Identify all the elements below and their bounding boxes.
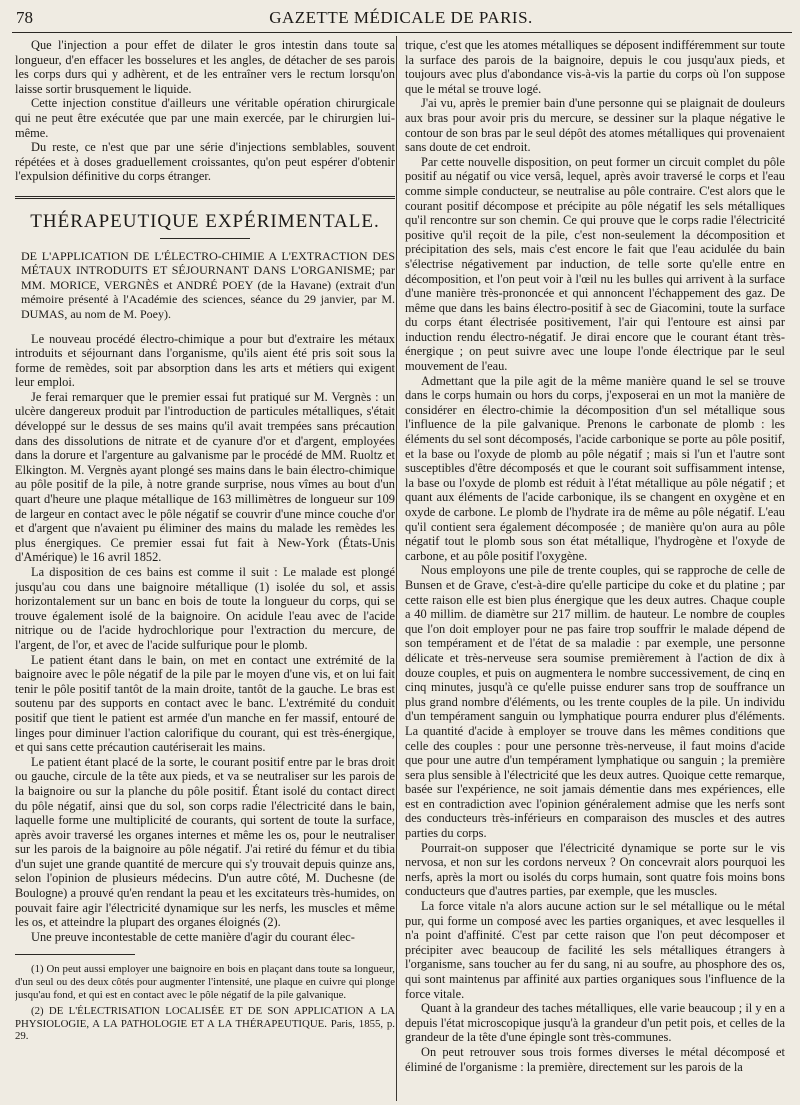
paragraph: J'ai vu, après le premier bain d'une personne qui se plaignait de douleurs aux bras pour avoir pris du mercure, se dessiner sur la plaque négative le contour de son bras par le seul dépôt des atomes métalliques qui provenaient sans doute de cet endroit. xyxy=(405,96,785,155)
article-subhead xyxy=(21,249,395,322)
paragraph: Nous employons une pile de trente couples, qui se rapproche de celle de Bunsen et de Grave, c'est-à-dire qu'elle participe du coke et du platine ; par cette raison elle est bien plus énergique que les deux autres. Chaque couple a 40 millim. de diamètre sur 217 millim. de hauteur. Le nombre de couples que l'on doit employer pour ne pas faire trop souffrir le malade dépend de son tempérament et de l'état de sa maladie : par exemple, une personne délicate et très-nerveuse sera soumise premièrement à l'action de dix à douze couples, et puis on augmentera le nombre successivement, de cinq en cinq minutes, jusqu'à ce qu'elle puisse endurer sans trop de souffrance un plus grand nombre d'éléments, ou les trente couples de la pile. Un individu d'un tempérament sanguin ou lymphatique pourra endurer plus d'éléments. La quantité d'acide à employer se trouve dans les mêmes conditions que celle des couples : pour une personne très-nerveuse, il faut moins d'acide que pour une autre d'un tempérament lymphatique ou sanguin ; la première sera plus sensible à l'électricité que les deux autres. Quoique cette remarque, basée sur l'expérience, ne soit jamais démentie dans mes expériences, elle est en contradiction avec l'opinion généralement admise que les nerfs sont des conducteurs très-inférieurs en comparaison des muscles et des autres parties du corps. xyxy=(405,563,785,841)
paragraph: Admettant que la pile agit de la même manière quand le sel se trouve dans le corps humain ou hors du corps, j'exposerai en un mot la manière de considérer en électro-chimie la décomposition d'un sel métallique sous l'influence de la pile galvanique. Prenons le carbonate de plomb : les éléments du sel sont décomposés, l'acide carbonique se porte au pôle positif, et la base ou l'oxyde de plomb au pôle négatif ; mais si l'un et l'autre sont susceptibles d'être décomposés et que le courant soit suffisamment intense, la base ou l'oxyde de plomb est réduit à l'état métallique au pôle négatif ; et quant aux éléments de l'acide carbonique, ils se changent en oxygène et en oxyde de carbone. Le plomb de l'hydrate ira de même au pôle négatif. L'eau qu'il contient sera également décomposée ; de manière qu'on aura au pôle négatif tout le plomb sous son état métallique, l'hydrogène et l'oxyde de carbone, et au pôle positif l'oxygène. xyxy=(405,373,785,563)
article-subhead-authors: ; par MM. MORICE, VERGNÈS et ANDRÉ POEY (de la Havane) (extrait d'un mémoire présenté à l'Académie des sciences, séance du 29 janvier, par M. DUMAS, au nom de M. Poey). xyxy=(21,263,395,321)
column-divider xyxy=(396,36,397,1101)
paragraph: trique, c'est que les atomes métalliques se déposent indifféremment sur toute la surface des parois de la baignoire, depuis le cou jusqu'aux pieds, et toujours avec plus d'abondance vis-à-vis la partie du corps où l'on suppose que le métal se trouve logé. xyxy=(405,38,785,96)
page-header xyxy=(10,8,792,34)
footnote: (1) On peut aussi employer une baignoire en bois en plaçant dans toute sa longueur, d'un seul ou des deux côtés pour augmenter l'intensité, une plaque en cuivre qui plonge jusqu'au fond, et qui est en contact avec le pôle négatif de la pile galvanique. xyxy=(15,963,395,1001)
paragraph: Par cette nouvelle disposition, on peut former un circuit complet du pôle positif au négatif ou vice versâ, lequel, après avoir traversé le corps et l'eau comme simple conducteur, se neutralise au pôle contraire. C'est alors que le courant positif décompose et précipite au pôle négatif les sels métalliques qu'il rencontre sur son chemin. Ce qui prouve que le corps radie l'électricité positive qu'il reçoit de la pile, c'est non-seulement la décomposition et précipitation des sels, mais c'est encore le fait que l'eau acidulée du bain s'électrise négativement par induction, de telle sorte qu'elle entre en décomposition, et l'on peut voir à l'œil nu les bulles qui arrivent à la surface d'une manière très-prononcée et qui annoncent l'échappement des gaz. De même que dans les bains électro-positif à sec de Giacomini, toute la surface du corps étant électrisée positivement, l'air qui l'entoure est ainsi par induction rendu électro-négatif. Je dirai encore que le courant étant très-énergique ; on peut suivre avec une loupe l'onde électrique par le seul mouvement de l'eau. xyxy=(405,154,785,374)
paragraph: La disposition de ces bains est comme il suit : Le malade est plongé jusqu'au cou dans une baignoire métallique (1) isolée du sol, et assis horizontalement sur un banc en bois de toute la longueur du corps, qui se trouve également isolé de la baignoire. On acidule l'eau avec de l'acide nitrique ou de l'acide hydrochlorique pour l'extraction du mercure, de l'argent, de l'or, et avec de l'acide sulfurique pour le plomb. xyxy=(15,565,395,652)
paragraph: Cette injection constitue d'ailleurs une véritable opération chirurgicale qui ne peut être exécutée que par une main exercée, par le chirurgien lui-même. xyxy=(15,96,395,140)
paragraph: Le patient étant dans le bain, on met en contact une extrémité de la baignoire avec le pôle négatif de la pile par le moyen d'une vis, et on lui fait tenir le pôle positif tantôt de la main droite, tantôt de la gauche. Le bras est soutenu par des supports en contact avec le banc. L'extrémité du conduit positif que tient le patient est armée d'un manche en fer massif, entouré de linges pour diminuer l'action calorifique du courant, qui est très-énergique, et qui sans cette précaution cautériserait les mains. xyxy=(15,652,395,755)
paragraph: Le nouveau procédé électro-chimique a pour but d'extraire les métaux introduits et séjournant dans l'organisme, qu'ils aient été pris soit sous la forme de remèdes, soit par absorption dans les arts et métiers qui exigent leur emploi. xyxy=(15,331,395,390)
paragraph: Que l'injection a pour effet de dilater le gros intestin dans toute sa longueur, d'en effacer les bosselures et les angles, de détacher de ses parois les corps durs qui y adhèrent, et de les entraîner vers le rectum lorsqu'on laisse sortir brusquement le liquide. xyxy=(15,38,395,96)
paragraph: Je ferai remarquer que le premier essai fut pratiqué sur M. Vergnès : un ulcère dangereux produit par l'introduction de particules métalliques, s'était développé sur le dessus de ses mains qu'il avait trempées sans précaution dans des dissolutions de nitrate et de cyanure d'or et d'argent, employées dans la dorure et l'argenture au galvanisme par le procédé de MM. Ruoltz et Elkington. M. Vergnès ayant plongé ses mains dans le bain électro-chimique au pôle positif de la pile, à notre grande surprise, nous vîmes au bout d'un quart d'heure une plaque métallique de 163 millimètres de longueur sur 109 de largeur en contact avec le pôle négatif se couvrir d'une mince couche d'or et d'argent que n'avaient pu éliminer des mains du malade les remèdes les plus énergiques. Ce premier essai fut fait à New-York (États-Unis d'Amérique) le 16 avril 1852. xyxy=(15,389,395,565)
paragraph: Une preuve incontestable de cette manière d'agir du courant élec- xyxy=(31,929,355,944)
paragraph: Pourrait-on supposer que l'électricité dynamique se porte sur le vis nervosa, et non sur les cordons nerveux ? On concevrait alors pourquoi les nerfs, après la mort ou isolés du corps humain, sont quatre fois moins bons conducteurs que d'autres parties, par exemple, que les muscles. xyxy=(405,840,785,899)
page-number: 78 xyxy=(16,8,33,27)
right-column xyxy=(405,38,785,1101)
footnote: (2) DE L'ÉLECTRISATION LOCALISÉE ET DE SON APPLICATION A LA PHYSIOLOGIE, A LA PATHOLOGIE ET A LA THÉRAPEUTIQUE. Paris, 1855, p. 29. xyxy=(15,1005,395,1043)
header-rule xyxy=(12,32,792,33)
paragraph: Le patient étant placé de la sorte, le courant positif entre par le bras droit ou gauche, circule de la tête aux pieds, et va se neutraliser sur les parois de la baignoire ou sur la planche du pôle positif. Étant isolé du contact direct du pôle négatif, ainsi que du sol, son corps radie l'électricité dans le bain, laquelle forme une multiplicité de courants, qui sortent de toute la surface, après avoir traversé les organes internes et même les os, pour le neutraliser sur les parois de la baignoire au pôle négatif. J'ai retiré du fémur et du tibia d'un sujet une grande quantité de mercure qui s'y trouvait depuis quinze ans, selon l'opinion de plusieurs médecins. D'un autre côté, M. Duchesne (de Boulogne) a prouvé qu'en rendant la peau et les excitateurs très-humides, on pouvait faire agir l'électricité dynamique sur les nerfs, les muscles et même les os, et atteindre la plupart des organes éloignés (2). xyxy=(15,754,395,930)
section-divider xyxy=(15,196,395,199)
paragraph: Du reste, ce n'est que par une série d'injections semblables, souvent répétées et à doses graduellement croissantes, qu'on peut espérer d'obtenir l'expulsion définitive du corps étranger. xyxy=(15,140,395,184)
running-title: GAZETTE MÉDICALE DE PARIS. xyxy=(269,8,533,27)
paragraph: On peut retrouver sous trois formes diverses le métal décomposé et éliminé de l'organisme : la première, directement sur les parois de la xyxy=(405,1044,785,1074)
left-column xyxy=(15,38,395,1101)
paragraph: La force vitale n'a alors aucune action sur le sel métallique ou le métal pur, qui forme un composé avec les parties organiques, et avec lesquelles il n'a point d'affinité. C'est par cette raison que l'on peut décomposer et précipiter avec beaucoup de facilité les sels métalliques étrangers à l'organisme, sans toucher au fer du sang, ni au soufre, au phosphore des os, qui sont maintenus par affinité aux parties organiques sous l'influence de la force vitale. xyxy=(405,899,785,1001)
title-rule xyxy=(160,238,250,239)
paragraph: Quant à la grandeur des taches métalliques, elle varie beaucoup ; il y en a depuis l'état microscopique jusqu'à la grandeur d'un petit pois, et celles de la grandeur de la tête d'une épingle sont très-communes. xyxy=(405,1001,785,1045)
footnote-rule xyxy=(15,954,135,955)
article-subhead-title: DE L'APPLICATION DE L'ÉLECTRO-CHIMIE A L'EXTRACTION DES MÉTAUX INTRODUITS ET SÉJOURNANT DANS L'ORGANISME xyxy=(21,248,395,278)
section-title: THÉRAPEUTIQUE EXPÉRIMENTALE. xyxy=(30,210,380,232)
